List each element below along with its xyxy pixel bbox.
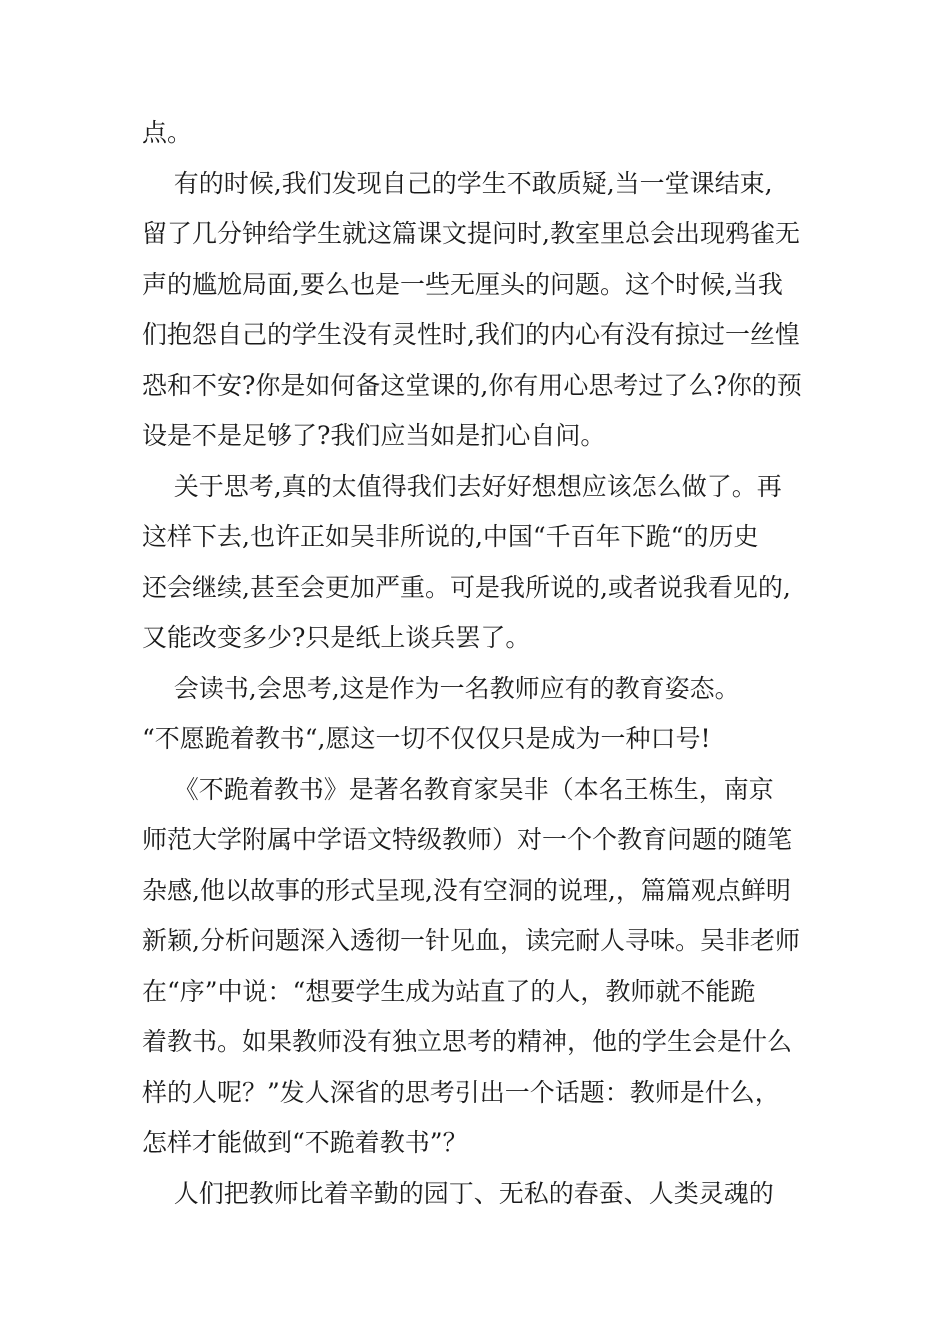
- document-body: [142, 108, 822, 1219]
- text-line: 人们把教师比着辛勤的园丁、无私的春蚕、人类灵魂的: [142, 1178, 774, 1208]
- text-line: 恐和不安?你是如何备这堂课的,你有用心思考过了么?你的预: [142, 370, 802, 400]
- text-line: 留了几分钟给学生就这篇课文提问时,教室里总会出现鸦雀无: [142, 219, 800, 248]
- text-line: 《不跪着教书》是著名教育家吴非（本名王栋生，南京: [142, 774, 774, 804]
- text-line: 点。: [142, 118, 193, 147]
- text-line: 样的人呢？”发人深省的思考引出一个话题：教师是什么，: [142, 1077, 780, 1107]
- text-line: 又能改变多少?只是纸上谈兵罢了。: [142, 623, 531, 652]
- text-line: “不愿跪着教书“,愿这一切不仅仅只是成为一种口号!: [142, 724, 711, 753]
- text-line: 怎样才能做到“不跪着教书”？: [142, 1128, 468, 1157]
- text-line: 着教书。如果教师没有独立思考的精神，他的学生会是什么: [142, 1027, 793, 1056]
- text-line: 新颖,分析问题深入透彻一针见血，读完耐人寻味。吴非老师: [142, 926, 800, 955]
- text-line: 杂感,他以故事的形式呈现,没有空洞的说理,，篇篇观点鲜明: [142, 875, 791, 905]
- text-line: 关于思考,真的太值得我们去好好想想应该怎么做了。再: [142, 471, 782, 501]
- text-line: 还会继续,甚至会更加严重。可是我所说的,或者说我看见的,: [142, 572, 791, 602]
- text-line: 会读书,会思考,这是作为一名教师应有的教育姿态。: [142, 673, 740, 703]
- text-line: 设是不是足够了?我们应当如是扪心自问。: [142, 421, 606, 450]
- text-line: 这样下去,也许正如吴非所说的,中国“千百年下跪“的历史: [142, 522, 759, 551]
- text-line: 们抱怨自己的学生没有灵性时,我们的内心有没有掠过一丝惶: [142, 320, 800, 349]
- text-line: 有的时候,我们发现自己的学生不敢质疑,当一堂课结束,: [142, 168, 773, 198]
- text-line: 声的尴尬局面,要么也是一些无厘头的问题。这个时候,当我: [142, 269, 783, 299]
- text-line: 师范大学附属中学语文特级教师）对一个个教育问题的随笔: [142, 825, 793, 854]
- text-line: 在“序”中说：“想要学生成为站直了的人，教师就不能跪: [142, 976, 756, 1006]
